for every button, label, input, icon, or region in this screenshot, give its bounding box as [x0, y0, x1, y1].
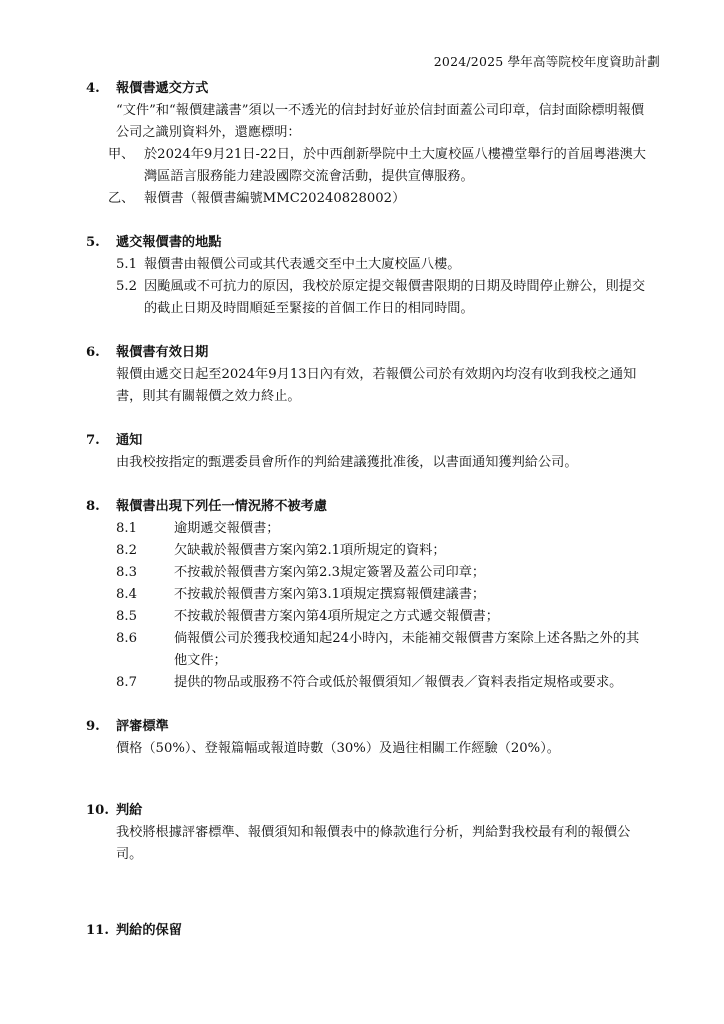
- section-number: 6.: [86, 345, 100, 360]
- sub-item: [116, 254, 646, 276]
- list-number: 8.2: [116, 543, 137, 558]
- section-title: 報價書有效日期: [116, 345, 209, 360]
- list-text: 欠缺載於報價書方案內第2.1項所規定的資料；: [174, 543, 446, 558]
- list-text: 倘報價公司於獲我校通知起24小時內，未能補交報價書方案除上述各點之外的其他文件；: [174, 631, 640, 668]
- page-header: 2024/2025 學年高等院校年度資助計劃: [433, 54, 660, 69]
- section-text: 我校將根據評審標準、報價須知和報價表中的條款進行分析，判給對我校最有利的報價公司。: [116, 825, 631, 862]
- section-11: [86, 920, 646, 942]
- sub-text: 報價書由報價公司或其代表遞交至中土大廈校區八樓。: [144, 257, 461, 272]
- section-heading: [86, 232, 646, 254]
- list-text: 不按載於報價書方案內第4項所規定之方式遞交報價書；: [174, 609, 499, 624]
- section-heading: [86, 342, 646, 364]
- sub-item: [116, 276, 646, 320]
- list-number: 8.6: [116, 631, 137, 646]
- list-item: [116, 584, 646, 606]
- section-title: 判給: [116, 803, 143, 818]
- list-item: [116, 606, 646, 628]
- section-9: [86, 716, 646, 760]
- section-number: 7.: [86, 433, 100, 448]
- section-body: [86, 364, 646, 408]
- sub-marker: 乙、: [108, 191, 135, 206]
- section-6: [86, 342, 646, 408]
- section-number: 4.: [86, 81, 100, 96]
- list-item: [116, 540, 646, 562]
- list-item: [116, 628, 646, 672]
- section-text: 由我校按指定的甄選委員會所作的判給建議獲批准後，以書面通知獲判給公司。: [116, 455, 578, 470]
- section-title: 報價書出現下列任一情況將不被考慮: [116, 499, 327, 514]
- section-title: 通知: [116, 433, 143, 448]
- list-number: 8.1: [116, 521, 137, 536]
- list-item: [116, 672, 646, 694]
- list-number: 8.4: [116, 587, 137, 602]
- sub-marker: 5.1: [116, 257, 137, 272]
- sub-text: 報價書（報價書編號MMC20240828002）: [144, 191, 406, 206]
- section-intro: “文件”和“報價建議書”須以一不透光的信封封好並於信封面蓋公司印章，信封面除標明報價公司之識別資料外，還應標明：: [116, 103, 645, 140]
- list-text: 不按載於報價書方案內第2.3規定簽署及蓋公司印章；: [174, 565, 486, 580]
- section-7: [86, 430, 646, 474]
- document-body: [86, 78, 646, 942]
- sub-marker: 甲、: [108, 147, 135, 162]
- section-number: 5.: [86, 235, 100, 250]
- list-text: 逾期遞交報價書；: [174, 521, 280, 536]
- section-heading: [86, 430, 646, 452]
- section-5: [86, 232, 646, 320]
- section-heading: [86, 78, 646, 100]
- section-body: [86, 452, 646, 474]
- section-4: [86, 78, 646, 210]
- list-number: 8.7: [116, 675, 137, 690]
- sub-item: [108, 188, 646, 210]
- section-text: 報價由遞交日起至2024年9月13日內有效，若報價公司於有效期內均沒有收到我校之通知書，則其有關報價之效力終止。: [116, 367, 637, 404]
- section-text: 價格（50%）、登報篇幅或報道時數（30%）及過往相關工作經驗（20%）。: [116, 741, 560, 756]
- section-body: [86, 738, 646, 760]
- section-title: 遞交報價書的地點: [116, 235, 222, 250]
- section-body: [86, 100, 646, 210]
- section-heading: [86, 920, 646, 942]
- sub-text: 於2024年9月21日-22日，於中西創新學院中土大廈校區八樓禮堂舉行的首屆粵港澳大灣區語言服務能力建設國際交流會活動，提供宣傳服務。: [144, 147, 646, 184]
- section-title: 判給的保留: [116, 923, 182, 938]
- list-text: 提供的物品或服務不符合或低於報價須知／報價表／資料表指定規格或要求。: [174, 675, 623, 690]
- section-body: [86, 822, 646, 866]
- section-number: 9.: [86, 719, 100, 734]
- list-text: 不按載於報價書方案內第3.1項規定撰寫報價建議書；: [174, 587, 486, 602]
- list-item: [116, 518, 646, 540]
- section-number: 10.: [86, 803, 109, 818]
- section-number: 11.: [86, 923, 109, 938]
- section-title: 評審標準: [116, 719, 169, 734]
- section-heading: [86, 496, 646, 518]
- section-heading: [86, 716, 646, 738]
- section-heading: [86, 800, 646, 822]
- list-number: 8.5: [116, 609, 137, 624]
- sub-text: 因颱風或不可抗力的原因，我校於原定提交報價書限期的日期及時間停止辦公，則提交的截止日期及時間順延至緊接的首個工作日的相同時間。: [144, 279, 646, 316]
- section-number: 8.: [86, 499, 100, 514]
- section-body: [86, 254, 646, 320]
- section-8: [86, 496, 646, 694]
- list-item: [116, 562, 646, 584]
- sub-item: [108, 144, 646, 188]
- section-title: 報價書遞交方式: [116, 81, 209, 96]
- section-body: [86, 518, 646, 694]
- section-10: [86, 800, 646, 866]
- sub-marker: 5.2: [116, 279, 137, 294]
- list-number: 8.3: [116, 565, 137, 580]
